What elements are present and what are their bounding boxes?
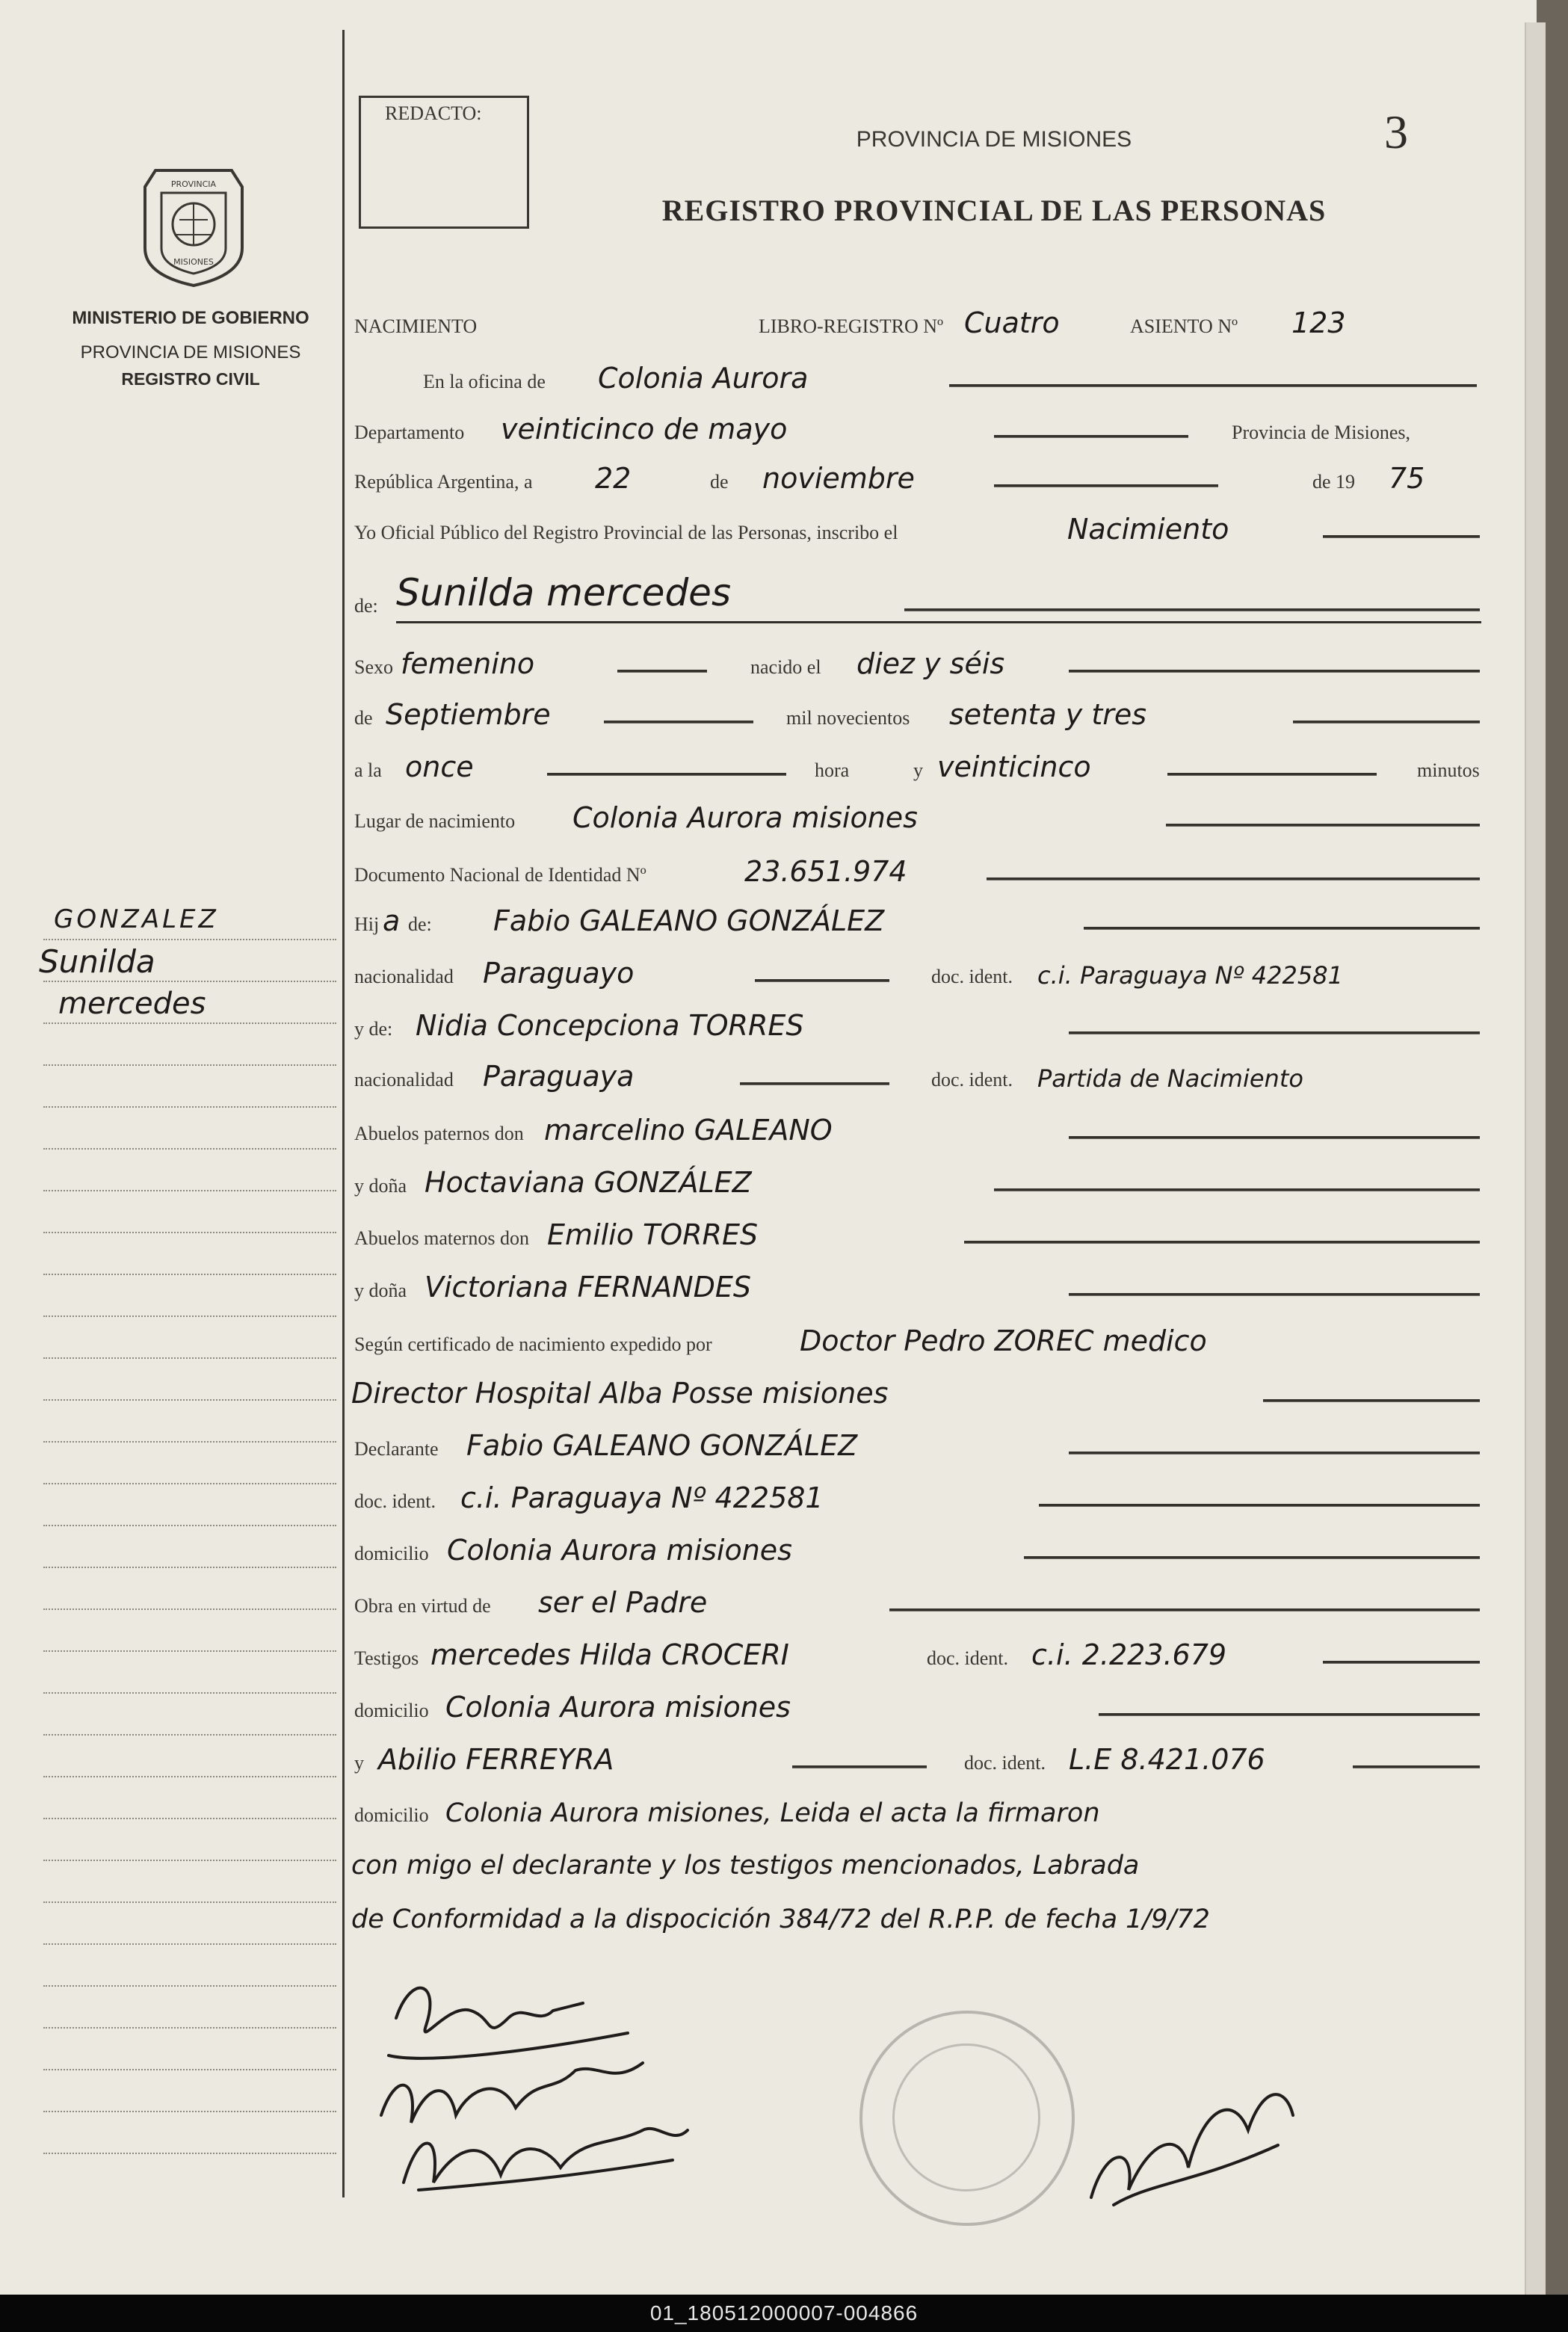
- de-label-nombre: de:: [354, 595, 378, 617]
- libro-value: Cuatro: [964, 306, 1060, 339]
- province-heading: PROVINCIA DE MISIONES: [856, 127, 1132, 152]
- closing-line-1: con migo el declarante y los testigos mencionados, Labrada: [351, 1851, 1140, 1881]
- testigo2-domicilio-value: Colonia Aurora misiones, Leida el acta la firmaron: [445, 1798, 1100, 1828]
- madre-nacionalidad-label: nacionalidad: [354, 1069, 454, 1091]
- birth-label: NACIMIENTO: [354, 315, 478, 337]
- padre-nacionalidad-label: nacionalidad: [354, 966, 454, 987]
- row-hijo: [351, 894, 1481, 943]
- filename-bar: [0, 2295, 1568, 2332]
- obra-label: Obra en virtud de: [354, 1595, 491, 1617]
- mes-value: noviembre: [762, 462, 915, 495]
- row-abuela-pat: [351, 1156, 1481, 1205]
- svg-text:PROVINCIA: PROVINCIA: [170, 179, 217, 189]
- provincia-label: Provincia de Misiones,: [1232, 422, 1411, 443]
- yde-label: y de:: [354, 1018, 393, 1040]
- registry-heading: REGISTRO PROVINCIAL DE LAS PERSONAS: [661, 194, 1327, 227]
- inscribo-value: Nacimiento: [1067, 513, 1229, 546]
- ala-label: a la: [354, 759, 382, 781]
- departamento-label: Departamento: [354, 422, 465, 443]
- declarante-doc-label: doc. ident.: [354, 1490, 436, 1512]
- madre-value: Nidia Concepciona TORRES: [416, 1009, 804, 1042]
- row-abuela-mat: [351, 1260, 1481, 1310]
- row-testigo1: [351, 1628, 1481, 1677]
- sexo-label: Sexo: [354, 656, 393, 678]
- row-declarante-dom: [351, 1523, 1481, 1573]
- testigo1-doc-value: c.i. 2.223.679: [1031, 1638, 1227, 1671]
- declarante-domicilio-value: Colonia Aurora misiones: [447, 1534, 792, 1567]
- row-obra: [351, 1576, 1481, 1625]
- row-departamento: [351, 402, 1481, 451]
- row-closing-1: [351, 1837, 1481, 1887]
- testigos-label: Testigos: [354, 1647, 419, 1669]
- abuela-paterna-value: Hoctaviana GONZÁLEZ: [425, 1166, 752, 1199]
- oficina-value: Colonia Aurora: [598, 362, 809, 395]
- madre-doc-value: Partida de Nacimiento: [1037, 1064, 1303, 1093]
- oficina-label: En la oficina de: [423, 371, 546, 392]
- row-lugar: [351, 791, 1481, 840]
- padre-value: Fabio GALEANO GONZÁLEZ: [493, 904, 885, 937]
- padre-nacionalidad-value: Paraguayo: [483, 957, 635, 990]
- lugar-value: Colonia Aurora misiones: [572, 801, 918, 834]
- row-hora: [351, 740, 1481, 789]
- testigo1-domicilio-value: Colonia Aurora misiones: [445, 1691, 791, 1724]
- row-madre-nac: [351, 1049, 1481, 1099]
- svg-text:MISIONES: MISIONES: [173, 257, 214, 267]
- minutos-value: veinticinco: [937, 750, 1091, 783]
- hijo-de-label: de:: [408, 913, 432, 935]
- abuelos-maternos-label: Abuelos maternos don: [354, 1227, 529, 1249]
- asiento-value: 123: [1291, 306, 1346, 339]
- row-mes-anio-nac: [351, 688, 1481, 737]
- declarante-value: Fabio GALEANO GONZÁLEZ: [466, 1429, 858, 1462]
- signatures: [359, 1958, 1480, 2227]
- filename-label: 01_180512000007-004866: [649, 2301, 919, 2325]
- dni-value: 23.651.974: [744, 855, 907, 888]
- abuela-materna-value: Victoriana FERNANDES: [425, 1271, 752, 1304]
- row-testigo1-dom: [351, 1680, 1481, 1730]
- row-certificado: [351, 1314, 1481, 1363]
- anio-nac-value: setenta y tres: [949, 698, 1147, 731]
- minutos-label: minutos: [1417, 759, 1480, 781]
- padre-doc-label: doc. ident.: [931, 966, 1013, 987]
- provincial-crest-icon: [141, 166, 247, 289]
- certificado-value-2: Director Hospital Alba Posse misiones: [351, 1377, 889, 1410]
- margin-name1: Sunilda: [39, 943, 155, 980]
- row-libro: [351, 296, 1481, 345]
- margin-divider: [342, 30, 345, 2197]
- mes-nac-value: Septiembre: [386, 698, 551, 731]
- redacto-label: REDACTO:: [385, 102, 482, 124]
- margin-name2: mercedes: [58, 987, 206, 1021]
- row-madre: [351, 999, 1481, 1048]
- testigo1-doc-label: doc. ident.: [927, 1647, 1009, 1669]
- libro-label: LIBRO-REGISTRO Nº: [759, 315, 944, 337]
- row-declarante-doc: [351, 1471, 1481, 1520]
- row-testigo2: [351, 1733, 1481, 1782]
- row-fecha-inscripcion: [351, 451, 1481, 501]
- sexo-value: femenino: [401, 647, 535, 680]
- row-certificado-2: [351, 1366, 1481, 1416]
- row-dni: [351, 845, 1481, 894]
- testigo1-value: mercedes Hilda CROCERI: [430, 1638, 789, 1671]
- nombre-value: Sunilda mercedes: [396, 571, 731, 614]
- padre-doc-value: c.i. Paraguaya Nº 422581: [1037, 961, 1343, 990]
- abuelo-materno-value: Emilio TORRES: [547, 1218, 759, 1251]
- ministry-title: MINISTERIO DE GOBIERNO: [72, 308, 309, 328]
- row-abuelo-pat: [351, 1103, 1481, 1153]
- certificado-value: Doctor Pedro ZOREC medico: [800, 1324, 1207, 1357]
- page-edge: [1525, 22, 1546, 2295]
- inscribo-label: Yo Oficial Público del Registro Provincial de las Personas, inscribo el: [354, 522, 898, 543]
- de-anio-label: de 19: [1312, 471, 1356, 493]
- testigo1-domicilio-label: domicilio: [354, 1700, 429, 1721]
- row-abuelo-mat: [351, 1208, 1481, 1257]
- abuela-paterna-label: y doña: [354, 1175, 407, 1197]
- dni-label: Documento Nacional de Identidad Nº: [354, 864, 646, 886]
- declarante-label: Declarante: [354, 1438, 439, 1460]
- certificado-label: Según certificado de nacimiento expedido por: [354, 1333, 712, 1355]
- row-declarante: [351, 1419, 1481, 1468]
- de-label-mes: de: [354, 707, 373, 729]
- closing-line-2: de Conformidad a la dispocición 384/72 del R.P.P. de fecha 1/9/72: [351, 1904, 1210, 1934]
- row-inscribo: [351, 502, 1481, 552]
- ministry-province: PROVINCIA DE MISIONES: [80, 342, 301, 363]
- row-oficina: [351, 351, 1481, 401]
- testigo2-doc-value: L.E 8.421.076: [1069, 1743, 1265, 1776]
- obra-value: ser el Padre: [538, 1586, 708, 1619]
- page-number: 3: [1384, 105, 1408, 158]
- hora-value: once: [405, 750, 474, 783]
- abuelo-paterno-value: marcelino GALEANO: [544, 1114, 833, 1147]
- y-label-testigo2: y: [354, 1752, 364, 1774]
- testigo2-domicilio-label: domicilio: [354, 1804, 429, 1826]
- mil-label: mil novecientos: [786, 707, 910, 729]
- declarante-domicilio-label: domicilio: [354, 1543, 429, 1564]
- margin-surname: GONZALEZ: [54, 904, 219, 934]
- hijo-label: Hij: [354, 913, 380, 935]
- row-padre-nac: [351, 946, 1481, 996]
- nacido-value: diez y séis: [856, 647, 1005, 680]
- row-nombre: [351, 558, 1481, 625]
- asiento-label: ASIENTO Nº: [1130, 315, 1238, 337]
- madre-doc-label: doc. ident.: [931, 1069, 1013, 1091]
- hora-label: hora: [815, 759, 850, 781]
- row-testigo2-dom: [351, 1785, 1481, 1834]
- anio-value: 75: [1389, 462, 1425, 495]
- de-label: de: [710, 471, 729, 493]
- abuelos-paternos-label: Abuelos paternos don: [354, 1123, 524, 1144]
- y-label: y: [913, 759, 923, 781]
- row-closing-2: [351, 1891, 1481, 1940]
- row-sexo: [351, 637, 1481, 686]
- republica-label: República Argentina, a: [354, 471, 533, 493]
- lugar-label: Lugar de nacimiento: [354, 810, 516, 832]
- abuela-materna-label: y doña: [354, 1280, 407, 1301]
- dia-value: 22: [595, 462, 632, 495]
- departamento-value: veinticinco de mayo: [501, 413, 788, 445]
- ministry-registry: REGISTRO CIVIL: [121, 369, 260, 389]
- testigo2-value: Abilio FERREYRA: [378, 1743, 614, 1776]
- madre-nacionalidad-value: Paraguaya: [483, 1060, 635, 1093]
- hijo-suffix: a: [383, 904, 401, 937]
- redacto-box: [359, 96, 529, 229]
- testigo2-doc-label: doc. ident.: [964, 1752, 1046, 1774]
- nacido-label: nacido el: [750, 656, 821, 678]
- declarante-doc-value: c.i. Paraguaya Nº 422581: [460, 1481, 824, 1514]
